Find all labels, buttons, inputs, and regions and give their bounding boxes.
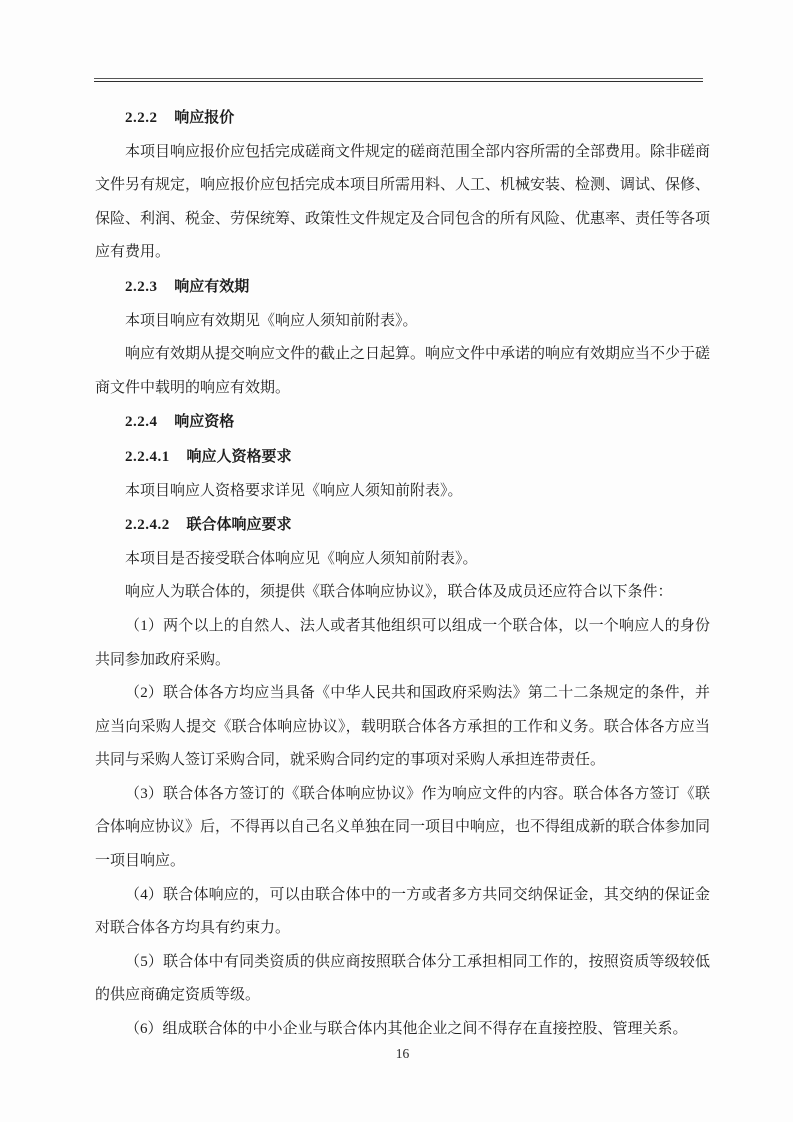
header-rule <box>94 78 703 82</box>
section-heading-2-2-4-1 <box>95 440 710 475</box>
paragraph-consortium-item-1: （1）两个以上的自然人、法人或者其他组织可以组成一个联合体，以一个响应人的身份共同参加政府采购。 <box>95 617 710 668</box>
page-number: 16 <box>395 1046 410 1061</box>
heading-number: 2.2.4 <box>125 414 158 431</box>
heading-number: 2.2.3 <box>125 278 158 295</box>
document-content <box>95 101 710 1047</box>
heading-title: 响应报价 <box>174 109 235 126</box>
heading-title: 响应人资格要求 <box>186 447 292 465</box>
heading-title: 响应资格 <box>174 413 235 431</box>
paragraph-qualification-ref: 本项目响应人资格要求详见《响应人须知前附表》。 <box>125 482 463 499</box>
heading-title: 联合体响应要求 <box>186 516 292 534</box>
paragraph-validity-rule: 响应有效期从提交响应文件的截止之日起算。响应文件中承诺的响应有效期应当不少于磋商文件中载明的响应有效期。 <box>95 346 711 396</box>
paragraph-consortium-item-5: （5）联合体中有同类资质的供应商按照联合体分工承担相同工作的，按照资质等级较低的供应商确定资质等级。 <box>95 953 710 1004</box>
paragraph-validity-ref: 本项目响应有效期见《响应人须知前附表》。 <box>125 312 418 329</box>
section-heading-2-2-2 <box>95 101 710 136</box>
heading-title: 响应有效期 <box>174 277 250 295</box>
section-heading-2-2-3 <box>95 270 710 305</box>
paragraph-consortium-item-3: （3）联合体各方签订的《联合体响应协议》作为响应文件的内容。联合体各方签订《联合体响应协议》后，不得再以自己名义单独在同一项目中响应，也不得组成新的联合体参加同一项目响应。 <box>95 785 711 870</box>
heading-number: 2.2.2 <box>125 110 158 126</box>
paragraph-consortium-item-6: （6）组成联合体的中小企业与联合体内其他企业之间不得存在直接控股、管理关系。 <box>125 1021 688 1038</box>
paragraph-response-price: 本项目响应报价应包括完成磋商文件规定的磋商范围全部内容所需的全部费用。除非磋商文件另有规定，响应报价应包括完成本项目所需用料、人工、机械安装、检测、调试、保修、保险、利润、税金、劳保统筹、政策性文件规定及合同包含的所有风险、优惠率、责任等各项应有费用。 <box>95 143 711 261</box>
heading-number: 2.2.4.2 <box>125 517 170 534</box>
paragraph-consortium-item-2: （2）联合体各方均应当具备《中华人民共和国政府采购法》第二十二条规定的条件，并应当向采购人提交《联合体响应协议》，载明联合体各方承担的工作和义务。联合体各方应当共同与采购人签订采购合同，就采购合同约定的事项对采购人承担连带责任。 <box>95 685 710 769</box>
page-footer <box>95 1046 710 1062</box>
paragraph-consortium-item-4: （4）联合体响应的，可以由联合体中的一方或者多方共同交纳保证金，其交纳的保证金对联合体各方均具有约束力。 <box>95 886 710 937</box>
heading-number: 2.2.4.1 <box>125 448 170 465</box>
paragraph-consortium-ref: 本项目是否接受联合体响应见《响应人须知前附表》。 <box>125 550 478 567</box>
section-heading-2-2-4 <box>95 405 710 440</box>
section-heading-2-2-4-2 <box>95 508 710 543</box>
paragraph-consortium-intro: 响应人为联合体的，须提供《联合体响应协议》，联合体及成员还应符合以下条件： <box>125 584 673 601</box>
